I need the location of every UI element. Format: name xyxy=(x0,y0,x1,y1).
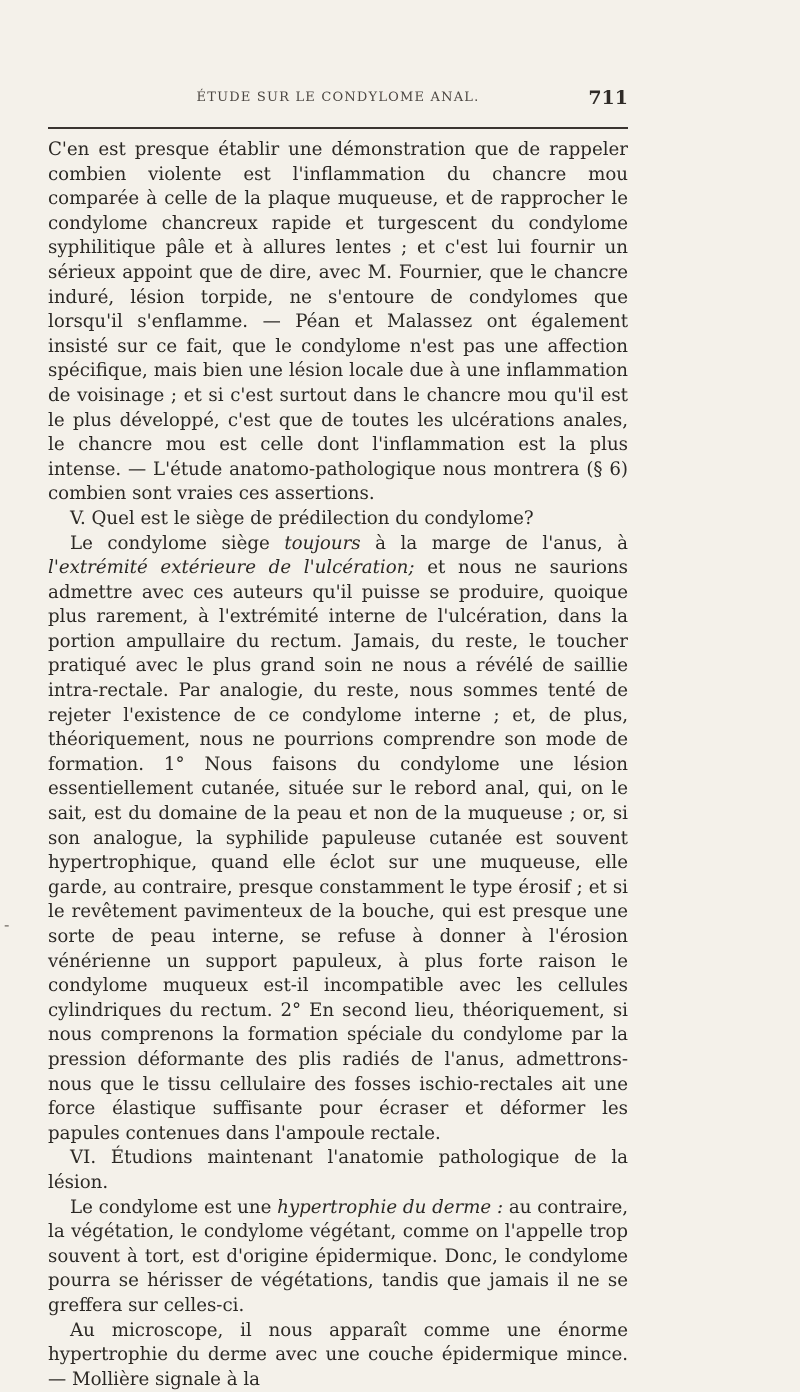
paragraph-3: Le condylome siège toujours à la marge de l'anus, à l'extrémité extérieure de l'ulcération; et nous ne saurions admettre avec ces auteurs qu'il puisse se produire, quoique plus rarement, à l'extrémité interne de l'ulcération, dans la portion ampullaire du rectum. Jamais, du reste, le toucher pratiqué avec le plus grand soin ne nous a révélé de saillie intra-rectale. Par analogie, du reste, nous sommes tenté de rejeter l'existence de ce condylome interne ; et, de plus, théoriquement, nous ne pourrions comprendre son mode de formation. 1° Nous faisons du condylome une lésion essentiellement cutanée, située sur le rebord anal, qui, on le sait, est du domaine de la peau et non de la muqueuse ; or, si son analogue, la syphilide papuleuse cutanée est souvent hypertrophique, quand elle éclot sur une muqueuse, elle garde, au contraire, presque constamment le type érosif ; et si le revêtement pavimenteux de la bouche, qui est presque une sorte de peau interne, se refuse à donner à l'érosion vénérienne un support papuleux, à plus forte raison le condylome muqueux est-il incompatible avec les cellules cylindriques du rectum. 2° En second lieu, théoriquement, si nous comprenons la formation spéciale du condylome par la pression déformante des plis radiés de l'anus, admettrons-nous que le tissu cellulaire des fosses ischio-rectales ait une force élastique suffisante pour écraser et déformer les papules contenues dans l'ampoule rectale. xyxy=(48,532,628,1147)
page-number: 711 xyxy=(588,87,628,109)
body-text xyxy=(48,138,628,1392)
paragraph-5: Le condylome est une hypertrophie du derme : au contraire, la végétation, le condylome végétant, comme on l'appelle trop souvent à tort, est d'origine épidermique. Donc, le condylome pourra se hérisser de végétations, tandis que jamais il ne se greffera sur celles-ci. xyxy=(48,1196,628,1319)
paragraph-1: C'en est presque établir une démonstration que de rappeler combien violente est l'inflammation du chancre mou comparée à celle de la plaque muqueuse, et de rapprocher le condylome chancreux rapide et turgescent du condylome syphilitique pâle et à allures lentes ; et c'est lui fournir un sérieux appoint que de dire, avec M. Fournier, que le chancre induré, lésion torpide, ne s'entoure de condylomes que lorsqu'il s'enflamme. — Péan et Malassez ont également insisté sur ce fait, que le condylome n'est pas une affection spécifique, mais bien une lésion locale due à une inflammation de voisinage ; et si c'est surtout dans le chancre mou qu'il est le plus développé, c'est que de toutes les ulcérations anales, le chancre mou est celle dont l'inflammation est la plus intense. — L'étude anatomo-pathologique nous montrera (§ 6) combien sont vraies ces assertions. xyxy=(48,138,628,507)
emphasis-toujours: toujours xyxy=(284,533,360,554)
emphasis-hypertrophie: hypertrophie du derme : xyxy=(277,1197,503,1218)
page-header xyxy=(48,90,628,114)
paragraph-6: Au microscope, il nous apparaît comme une énorme hypertrophie du derme avec une couche épidermique mince. — Mollière signale à la xyxy=(48,1319,628,1392)
running-head: ÉTUDE SUR LE CONDYLOME ANAL. xyxy=(48,90,628,105)
header-rule xyxy=(48,127,628,129)
margin-mark: - xyxy=(4,915,9,934)
paragraph-2-section-v: V. Quel est le siège de prédilection du condylome? xyxy=(48,507,628,532)
emphasis-extremite: l'extrémité extérieure de l'ulcération; xyxy=(48,557,415,578)
paragraph-4-section-vi: VI. Étudions maintenant l'anatomie pathologique de la lésion. xyxy=(48,1146,628,1195)
